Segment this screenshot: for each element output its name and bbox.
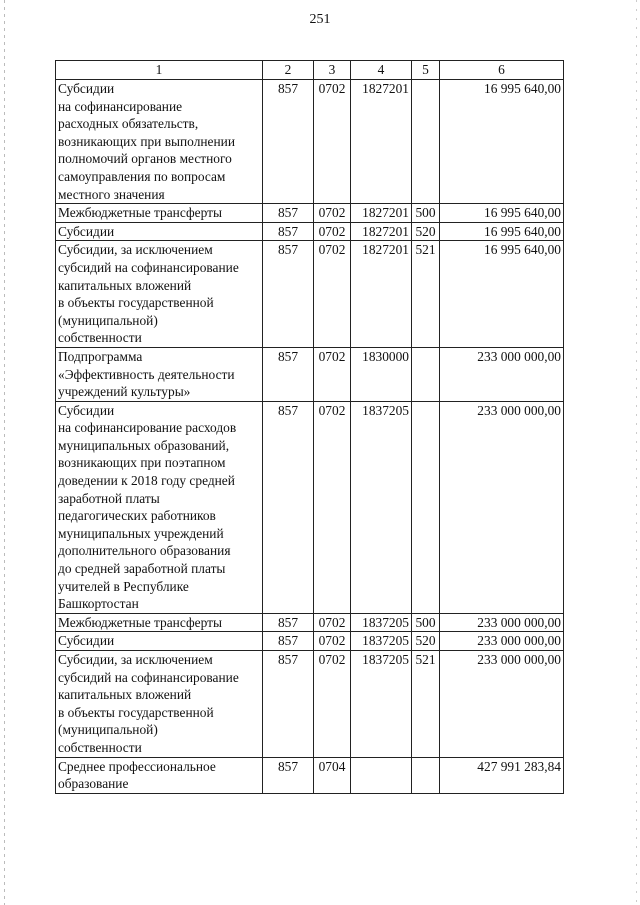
row-target-code: 1827201 bbox=[351, 222, 412, 241]
row-ministry-code: 857 bbox=[263, 80, 314, 204]
row-section-code: 0702 bbox=[314, 401, 351, 613]
table-row bbox=[56, 204, 564, 223]
row-name: Субсидии на софинансирование расходов муниципальных образований, возникающих при поэтапном доведении к 2018 году средней заработной платы педагогических работников муниципальных учреждений дополнительного образования до средней заработной платы учителей в Республике Башкортостан bbox=[56, 401, 263, 613]
row-ministry-code: 857 bbox=[263, 613, 314, 632]
row-target-code: 1837205 bbox=[351, 651, 412, 758]
row-section-code: 0702 bbox=[314, 80, 351, 204]
column-header-5: 5 bbox=[412, 61, 440, 80]
row-name: Среднее профессиональное образование bbox=[56, 757, 263, 793]
table-row bbox=[56, 632, 564, 651]
row-amount: 233 000 000,00 bbox=[440, 613, 564, 632]
row-name: Субсидии, за исключением субсидий на софинансирование капитальных вложений в объекты государственной (муниципальной) собственности bbox=[56, 241, 263, 348]
column-header-4: 4 bbox=[351, 61, 412, 80]
table-row bbox=[56, 347, 564, 401]
row-expense-type: 520 bbox=[412, 222, 440, 241]
row-expense-type: 520 bbox=[412, 632, 440, 651]
row-name: Субсидии на софинансирование расходных обязательств, возникающих при выполнении полномочий органов местного самоуправления по вопросам местного значения bbox=[56, 80, 263, 204]
row-ministry-code: 857 bbox=[263, 222, 314, 241]
scan-edge-right bbox=[636, 0, 637, 905]
row-expense-type: 500 bbox=[412, 613, 440, 632]
row-amount: 427 991 283,84 bbox=[440, 757, 564, 793]
row-ministry-code: 857 bbox=[263, 401, 314, 613]
row-ministry-code: 857 bbox=[263, 347, 314, 401]
table-row bbox=[56, 222, 564, 241]
table-row bbox=[56, 401, 564, 613]
row-ministry-code: 857 bbox=[263, 632, 314, 651]
row-expense-type bbox=[412, 757, 440, 793]
row-target-code: 1827201 bbox=[351, 80, 412, 204]
table-row bbox=[56, 613, 564, 632]
row-target-code: 1837205 bbox=[351, 613, 412, 632]
row-section-code: 0702 bbox=[314, 651, 351, 758]
row-ministry-code: 857 bbox=[263, 651, 314, 758]
column-header-1: 1 bbox=[56, 61, 263, 80]
row-name: Межбюджетные трансферты bbox=[56, 204, 263, 223]
row-target-code: 1830000 bbox=[351, 347, 412, 401]
row-expense-type bbox=[412, 80, 440, 204]
row-amount: 233 000 000,00 bbox=[440, 401, 564, 613]
row-target-code: 1837205 bbox=[351, 401, 412, 613]
row-expense-type bbox=[412, 347, 440, 401]
page-number: 251 bbox=[309, 12, 331, 27]
row-section-code: 0702 bbox=[314, 222, 351, 241]
row-expense-type bbox=[412, 401, 440, 613]
scan-edge-left bbox=[4, 0, 5, 905]
column-header-6: 6 bbox=[440, 61, 564, 80]
row-ministry-code: 857 bbox=[263, 241, 314, 348]
row-expense-type: 521 bbox=[412, 651, 440, 758]
row-target-code bbox=[351, 757, 412, 793]
row-ministry-code: 857 bbox=[263, 757, 314, 793]
table-row bbox=[56, 80, 564, 204]
row-amount: 16 995 640,00 bbox=[440, 204, 564, 223]
row-section-code: 0702 bbox=[314, 204, 351, 223]
table-row bbox=[56, 651, 564, 758]
row-amount: 233 000 000,00 bbox=[440, 347, 564, 401]
row-section-code: 0702 bbox=[314, 613, 351, 632]
row-ministry-code: 857 bbox=[263, 204, 314, 223]
row-section-code: 0704 bbox=[314, 757, 351, 793]
row-amount: 16 995 640,00 bbox=[440, 80, 564, 204]
row-name: Межбюджетные трансферты bbox=[56, 613, 263, 632]
row-target-code: 1827201 bbox=[351, 241, 412, 348]
row-section-code: 0702 bbox=[314, 241, 351, 348]
row-amount: 233 000 000,00 bbox=[440, 651, 564, 758]
row-target-code: 1827201 bbox=[351, 204, 412, 223]
row-name: Субсидии bbox=[56, 222, 263, 241]
column-header-2: 2 bbox=[263, 61, 314, 80]
table-row bbox=[56, 757, 564, 793]
row-target-code: 1837205 bbox=[351, 632, 412, 651]
row-amount: 16 995 640,00 bbox=[440, 241, 564, 348]
row-name: Субсидии, за исключением субсидий на софинансирование капитальных вложений в объекты государственной (муниципальной) собственности bbox=[56, 651, 263, 758]
column-header-3: 3 bbox=[314, 61, 351, 80]
row-expense-type: 500 bbox=[412, 204, 440, 223]
budget-table bbox=[55, 60, 564, 794]
row-section-code: 0702 bbox=[314, 632, 351, 651]
row-amount: 233 000 000,00 bbox=[440, 632, 564, 651]
row-expense-type: 521 bbox=[412, 241, 440, 348]
table-row bbox=[56, 241, 564, 348]
row-section-code: 0702 bbox=[314, 347, 351, 401]
row-name: Субсидии bbox=[56, 632, 263, 651]
row-name: Подпрограмма «Эффективность деятельности учреждений культуры» bbox=[56, 347, 263, 401]
row-amount: 16 995 640,00 bbox=[440, 222, 564, 241]
table-header-row bbox=[56, 61, 564, 80]
